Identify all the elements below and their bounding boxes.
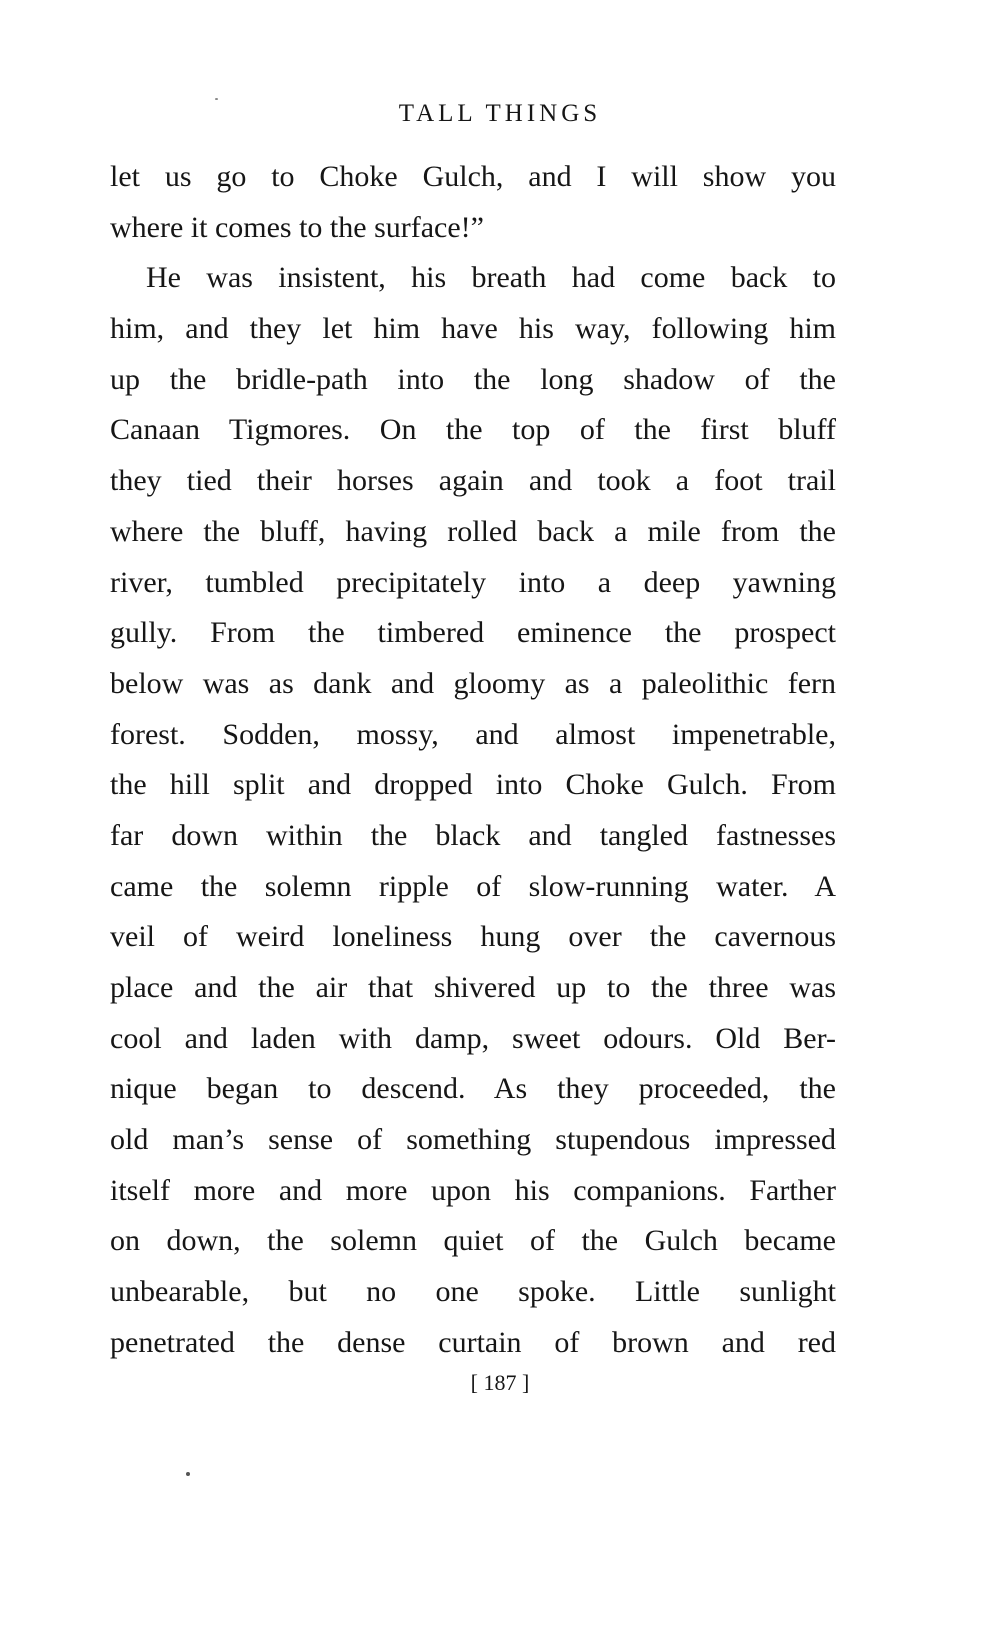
text-line: river, tumbled precipitately into a deep yawning: [110, 565, 836, 599]
text-line: He was insistent, his breath had come back to: [146, 261, 836, 295]
text-line: veil of weird loneliness hung over the cavernous: [110, 920, 836, 954]
text-line: Canaan Tigmores. On the top of the first bluff: [110, 413, 836, 447]
text-line: where the bluff, having rolled back a mile from the: [110, 514, 836, 548]
text-line: penetrated the dense curtain of brown and red: [110, 1325, 836, 1359]
scan-speck: [186, 1472, 190, 1476]
text-line: itself more and more upon his companions. Farther: [110, 1173, 836, 1207]
text-line: below was as dank and gloomy as a paleolithic fern: [110, 666, 836, 700]
text-line: far down within the black and tangled fastnesses: [110, 818, 836, 852]
text-line: unbearable, but no one spoke. Little sunlight: [110, 1275, 836, 1309]
page-number: [ 187 ]: [470, 1370, 530, 1395]
text-line: on down, the solemn quiet of the Gulch became: [110, 1224, 836, 1258]
text-line: nique began to descend. As they proceeded, the: [110, 1072, 836, 1106]
scan-speck: [215, 98, 218, 100]
text-line: forest. Sodden, mossy, and almost impenetrable,: [110, 717, 836, 751]
text-line: up the bridle-path into the long shadow of the: [110, 362, 836, 396]
text-line: old man’s sense of something stupendous impressed: [110, 1123, 836, 1157]
text-line: they tied their horses again and took a foot trail: [110, 464, 836, 498]
text-line: cool and laden with damp, sweet odours. Old Ber-: [110, 1021, 836, 1055]
text-line: gully. From the timbered eminence the prospect: [110, 616, 836, 650]
text-line: where it comes to the surface!”: [110, 210, 484, 244]
body-text: [110, 152, 836, 1369]
running-head: TALL THINGS: [398, 100, 602, 127]
text-line: the hill split and dropped into Choke Gulch. From: [110, 768, 836, 802]
text-line: him, and they let him have his way, following him: [110, 312, 836, 346]
text-line: let us go to Choke Gulch, and I will show you: [110, 160, 836, 193]
text-line: came the solemn ripple of slow-running water. A: [110, 869, 836, 903]
text-line: place and the air that shivered up to the three was: [110, 971, 836, 1004]
